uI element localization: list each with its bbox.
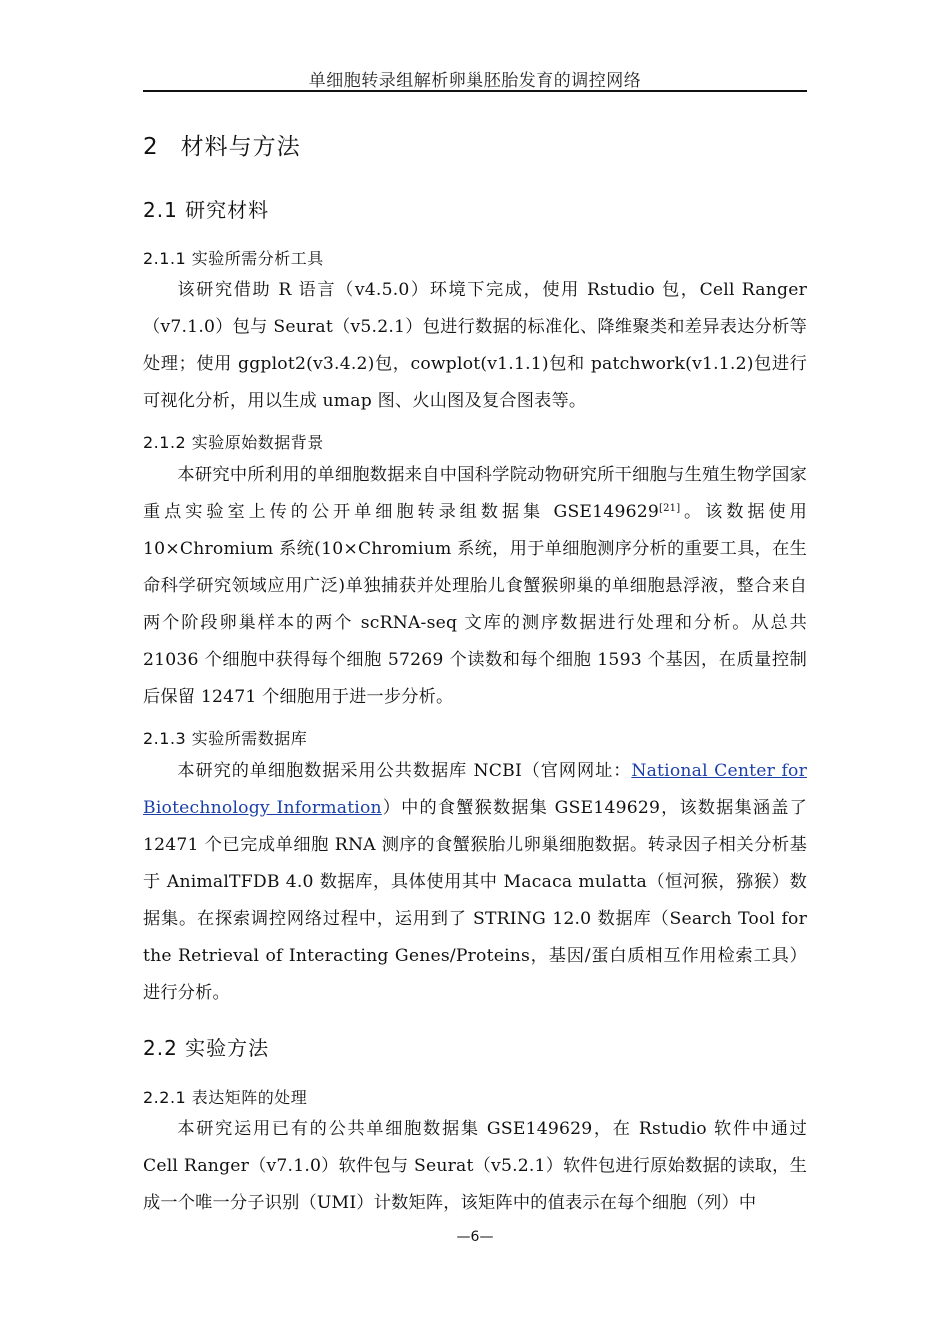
section-heading <box>143 128 301 161</box>
paragraph-text: 本研究中所利用的单细胞数据来自中国科学院动物研究所干细胞与生殖生物学国家重点实验室上传的公开单细胞转录组数据集 GSE149629 <box>143 465 807 522</box>
paragraph-2-1-3 <box>143 753 807 1012</box>
section-number: 2 <box>143 134 159 160</box>
running-header: 单细胞转录组解析卵巢胚胎发育的调控网络 <box>308 71 642 91</box>
paragraph-text: 本研究的单细胞数据采用公共数据库 NCBI（官网网址： <box>177 761 632 781</box>
citation: [21] <box>659 503 681 514</box>
subsubsection-heading-2-2-1: 2.2.1 表达矩阵的处理 <box>143 1088 308 1107</box>
subsubsection-heading-2-1-3: 2.1.3 实验所需数据库 <box>143 729 308 748</box>
paragraph-text: 。该数据使用 10×Chromium 系统(10×Chromium 系统，用于单细胞测序分析的重要工具，在生命科学研究领域应用广泛)单独捕获并处理胎儿食蟹猴卵巢的单细胞悬浮液，整合来自两个阶段卵巢样本的两个 scRNA-seq 文库的测序数据进行处理和分析。从总共 21036 个细胞中获得每个细胞 57269 个读数和每个细胞 1593 个基因，在质量控制后保留 12471 个细胞用于进一步分析。 <box>143 502 808 707</box>
subsection-heading-2-1: 2.1 研究材料 <box>143 198 270 222</box>
section-title: 材料与方法 <box>180 134 301 160</box>
paragraph-2-1-2 <box>143 457 807 716</box>
subsubsection-heading-2-1-1: 2.1.1 实验所需分析工具 <box>143 249 324 268</box>
paragraph-2-1-1: 该研究借助 R 语言（v4.5.0）环境下完成，使用 Rstudio 包，Cell Ranger（v7.1.0）包与 Seurat（v5.2.1）包进行数据的标准化、降维聚类和差异表达分析等处理；使用 ggplot2(v3.4.2)包，cowplot(v1.1.1)包和 patchwork(v1.1.2)包进行可视化分析，用以生成 umap 图、火山图及复合图表等。 <box>143 280 807 411</box>
paragraph-text: ）中的食蟹猴数据集 GSE149629，该数据集涵盖了 12471 个已完成单细胞 RNA 测序的食蟹猴胎儿卵巢细胞数据。转录因子相关分析基于 AnimalTFDB 4.0 数据库，具体使用其中 Macaca mulatta（恒河猴，猕猴）数据集。在探索调控网络过程中，运用到了 STRING 12.0 数据库（Search Tool for the Retrieval of Interacting Genes/Proteins，基因/蛋白质相互作用检索工具）进行分析。 <box>143 798 807 1003</box>
subsection-heading-2-2: 2.2 实验方法 <box>143 1036 270 1060</box>
subsubsection-heading-2-1-2: 2.1.2 实验原始数据背景 <box>143 433 324 452</box>
header-rule <box>143 90 807 92</box>
ncbi-link[interactable]: National Center for Biotechnology Information <box>143 761 807 818</box>
page-number: —6— <box>456 1229 494 1245</box>
paragraph-2-2-1: 本研究运用已有的公共单细胞数据集 GSE149629，在 Rstudio 软件中通过 Cell Ranger（v7.1.0）软件包与 Seurat（v5.2.1）软件包进行原始数据的读取，生成一个唯一分子识别（UMI）计数矩阵，该矩阵中的值表示在每个细胞（列）中 <box>143 1119 807 1213</box>
